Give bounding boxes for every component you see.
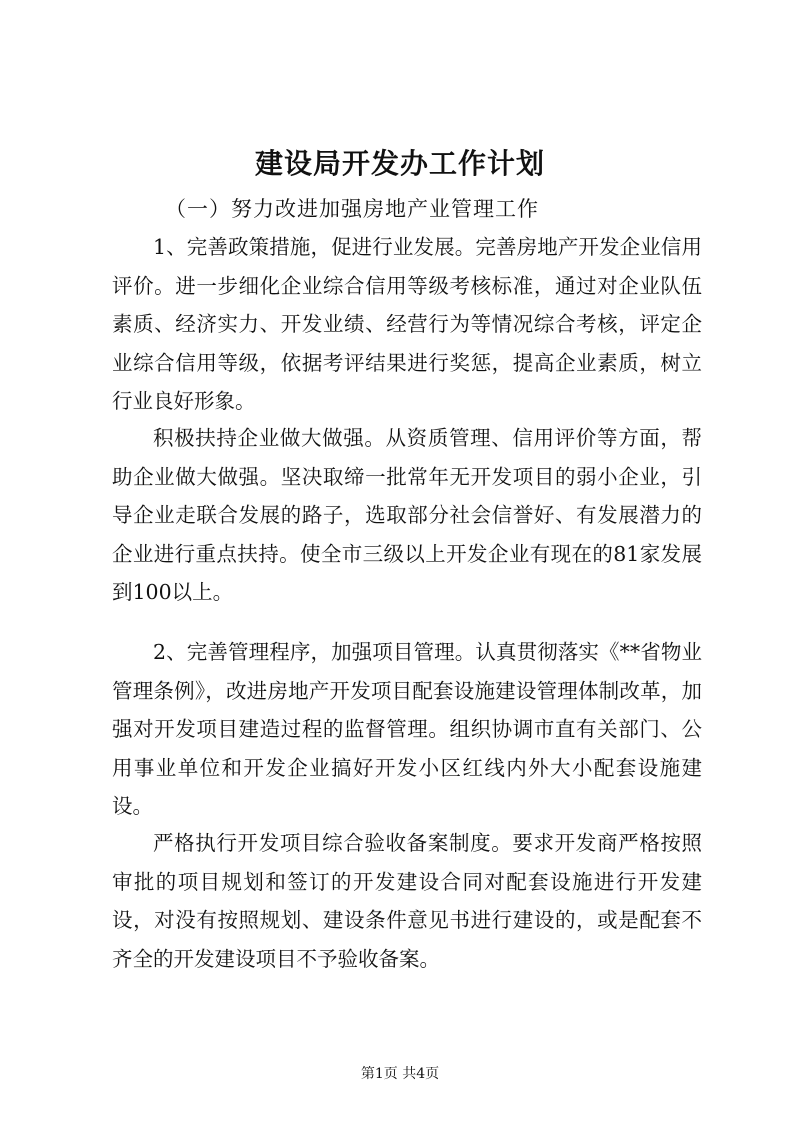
paragraph-1: 1、完善政策措施，促进行业发展。完善房地产开发企业信用评价。进一步细化企业综合信用等级考核标准，通过对企业队伍素质、经济实力、开发业绩、经营行为等情况综合考核，评定企业综合信用等级，依据考评结果进行奖惩，提高企业素质，树立行业良好形象。 [112, 235, 702, 413]
paragraph-3: 2、完善管理程序，加强项目管理。认真贯彻落实《**省物业管理条例》，改进房地产开发项目配套设施建设管理体制改革，加强对开发项目建造过程的监督管理。组织协调市直有关部门、公用事业单位和开发企业搞好开发小区红线内外大小配套设施建设。 [112, 640, 702, 818]
paragraph-4: 严格执行开发项目综合验收备案制度。要求开发商严格按照审批的项目规划和签订的开发建设合同对配套设施进行开发建设，对没有按照规划、建设条件意见书进行建设的，或是配套不齐全的开发建设项目不予验收备案。 [112, 831, 702, 971]
document-title: 建设局开发办工作计划 [254, 147, 545, 180]
section-heading: （一）努力改进加强房地产业管理工作 [165, 197, 539, 221]
page-footer: 第1页 共4页 [360, 1066, 440, 1082]
paragraph-2: 积极扶持企业做大做强。从资质管理、信用评价等方面，帮助企业做大做强。坚决取缔一批常年无开发项目的弱小企业，引导企业走联合发展的路子，选取部分社会信誉好、有发展潜力的企业进行重点扶持。使全市三级以上开发企业有现在的81家发展到100以上。 [112, 426, 702, 604]
